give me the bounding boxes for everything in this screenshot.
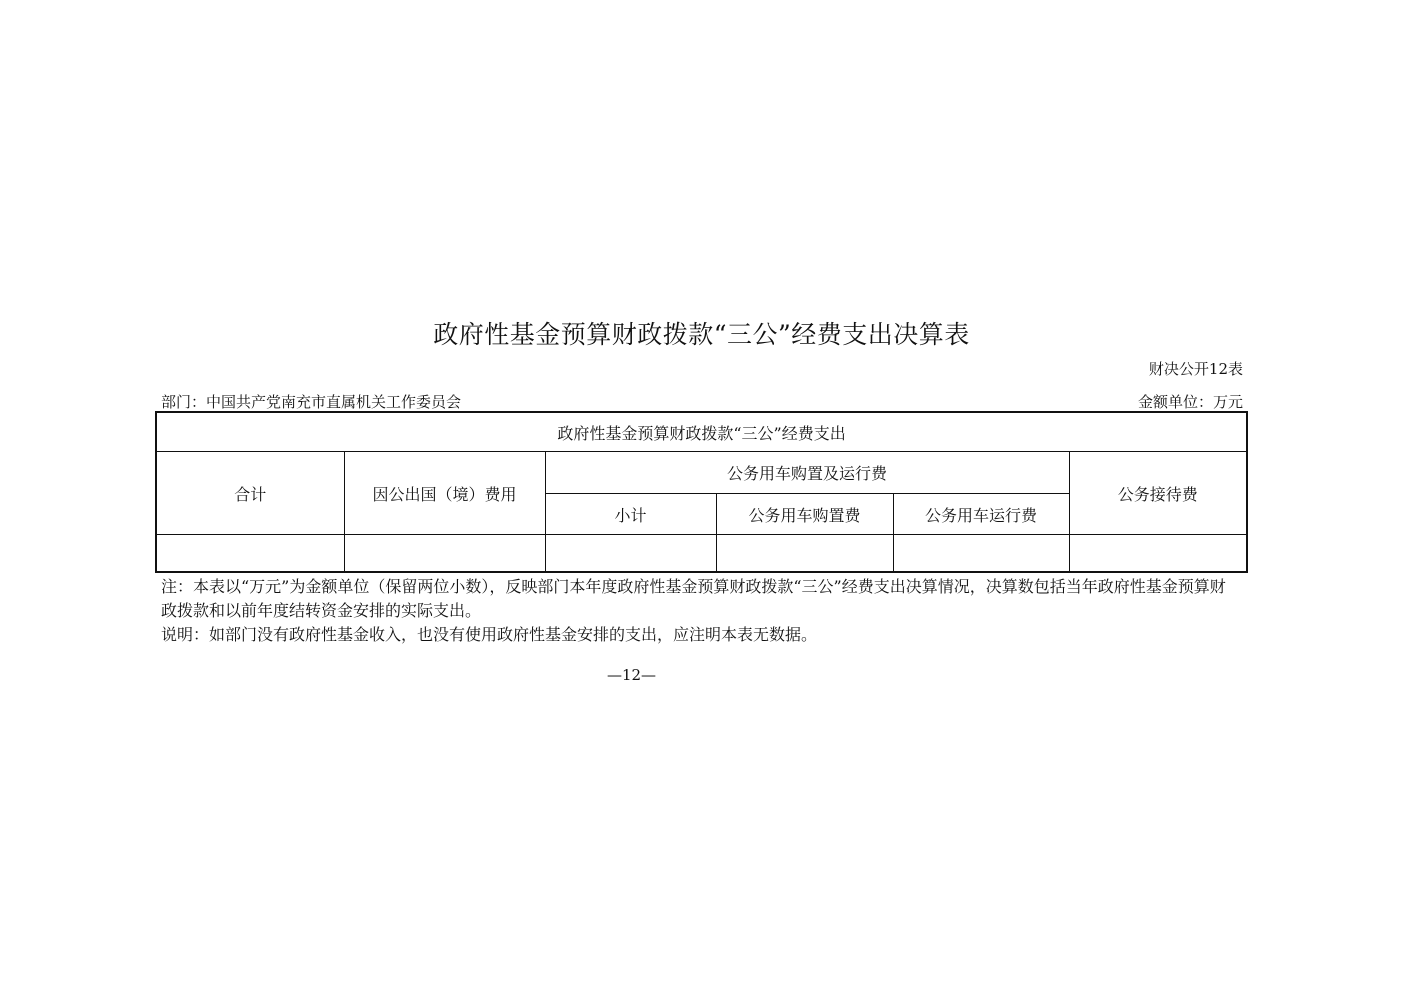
cell-total [156,535,344,573]
cell-subtotal [545,535,716,573]
table-row [156,535,1247,573]
table-subheader-row [156,452,1247,494]
cell-vehicle-operation [893,535,1069,573]
col-vehicle-purchase-header: 公务用车购置费 [716,494,893,535]
notes-section [161,575,1241,647]
col-reception-header: 公务接待费 [1069,452,1247,535]
explanation-text: 说明：如部门没有政府性基金收入，也没有使用政府性基金安排的支出，应注明本表无数据。 [161,625,818,644]
cell-reception [1069,535,1247,573]
col-total-header: 合计 [156,452,344,535]
cell-vehicle-purchase [716,535,893,573]
cell-abroad [344,535,545,573]
document-title: 政府性基金预算财政拨款“三公”经费支出决算表 [433,320,970,349]
table-number: 财决公开12表 [1148,360,1243,378]
page-number: —12— [606,666,657,684]
table-header-row [156,412,1247,452]
amount-unit-label: 金额单位：万元 [1137,393,1243,411]
col-vehicle-group-header: 公务用车购置及运行费 [545,452,1069,494]
department-label: 部门：中国共产党南充市直属机关工作委员会 [161,393,462,411]
note-text: 注：本表以“万元”为金额单位（保留两位小数），反映部门本年度政府性基金预算财政拨款“三公”经费支出决算情况，决算数包括当年政府性基金预算财政拨款和以前年度结转资金安排的实际支出。 [161,577,1226,620]
expenditure-table [155,411,1248,573]
col-abroad-header: 因公出国（境）费用 [344,452,545,535]
header-main-cell: 政府性基金预算财政拨款“三公”经费支出 [156,412,1247,452]
col-subtotal-header: 小计 [545,494,716,535]
col-vehicle-operation-header: 公务用车运行费 [893,494,1069,535]
